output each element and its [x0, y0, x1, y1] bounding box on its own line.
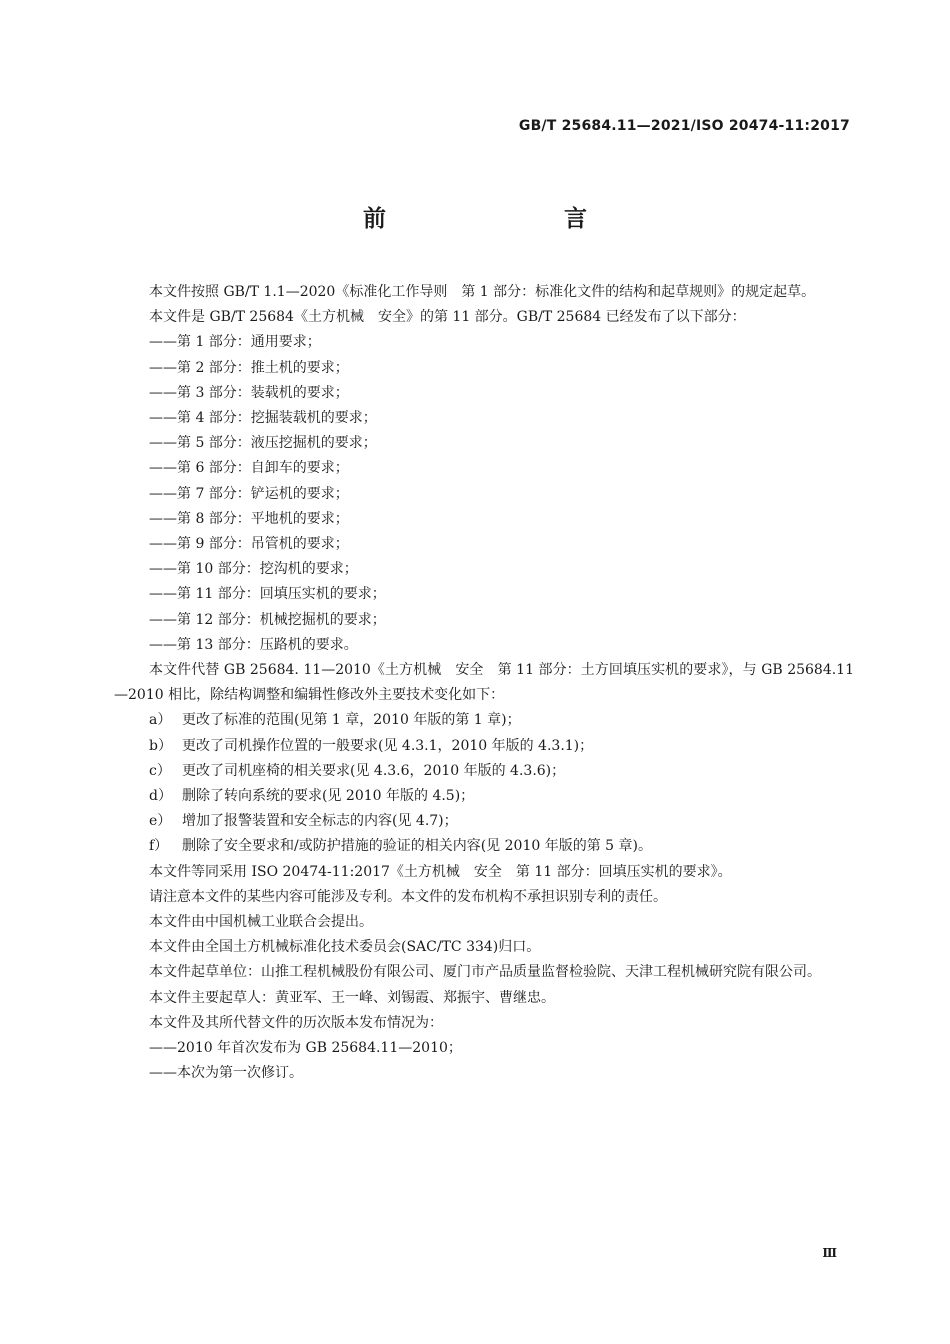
history-list [114, 1036, 854, 1086]
paragraph: 本文件及其所代替文件的历次版本发布情况为： [149, 1014, 443, 1031]
paragraph: 本文件主要起草人：黄亚军、王一峰、刘锡霞、郑振宇、曹继忠。 [149, 989, 555, 1006]
list-text: 删除了安全要求和/或防护措施的验证的相关内容(见 2010 年版的第 5 章)。 [182, 838, 652, 855]
list-item [114, 809, 854, 834]
paragraph: 本文件由全国土方机械标准化技术委员会(SAC/TC 334)归口。 [149, 939, 541, 956]
list-item: ——第 2 部分：推土机的要求； [149, 359, 349, 376]
list-label: e） [149, 813, 172, 830]
standard-code: GB/T 25684.11—2021/ISO 20474-11:2017 [518, 118, 850, 134]
list-item [114, 734, 854, 759]
list-item: ——第 7 部分：铲运机的要求； [149, 485, 349, 502]
list-item: ——第 3 部分：装载机的要求； [149, 384, 349, 401]
list-item: ——第 13 部分：压路机的要求。 [149, 636, 358, 653]
list-item: ——第 12 部分：机械挖掘机的要求； [149, 611, 386, 628]
paragraph: 本文件代替 GB 25684. 11—2010《土方机械 安全 第 11 部分：土方回填压实机的要求》，与 GB 25684.11—2010 相比，除结构调整和编辑性修改外主要技术变化如下： [114, 662, 854, 704]
list-item [114, 834, 854, 859]
list-item: ——第 9 部分：吊管机的要求； [149, 536, 349, 553]
list-text: 删除了转向系统的要求(见 2010 年版的 4.5)； [182, 788, 475, 805]
list-label: d） [149, 788, 172, 805]
list-label: c） [149, 762, 171, 779]
list-item [114, 784, 854, 809]
list-text: 增加了报警装置和安全标志的内容(见 4.7)； [182, 813, 458, 830]
list-item: ——第 8 部分：平地机的要求； [149, 510, 349, 527]
list-item: ——2010 年首次发布为 GB 25684.11—2010； [149, 1040, 462, 1057]
list-text: 更改了司机座椅的相关要求(见 4.3.6，2010 年版的 4.3.6)； [182, 762, 566, 779]
paragraph: 本文件等同采用 ISO 20474-11:2017《土方机械 安全 第 11 部分：回填压实机的要求》。 [149, 863, 732, 880]
list-item: ——第 10 部分：挖沟机的要求； [149, 561, 358, 578]
changes-list [114, 708, 854, 859]
paragraph: 请注意本文件的某些内容可能涉及专利。本文件的发布机构不承担识别专利的责任。 [149, 888, 667, 905]
list-item: ——第 5 部分：液压挖掘机的要求； [149, 435, 377, 452]
paragraph: 本文件由中国机械工业联合会提出。 [149, 914, 373, 931]
list-item: ——第 11 部分：回填压实机的要求； [149, 586, 386, 603]
list-item: ——本次为第一次修订。 [149, 1065, 303, 1082]
list-item: ——第 4 部分：挖掘装载机的要求； [149, 410, 377, 427]
parts-list [114, 330, 854, 658]
list-item: ——第 6 部分：自卸车的要求； [149, 460, 349, 477]
list-text: 更改了标准的范围(见第 1 章，2010 年版的第 1 章)； [182, 712, 521, 729]
page-title: 前 言 [363, 206, 631, 232]
list-label: a） [149, 712, 172, 729]
paragraph: 本文件按照 GB/T 1.1—2020《标准化工作导则 第 1 部分：标准化文件的结构和起草规则》的规定起草。 [149, 284, 816, 300]
list-item: ——第 1 部分：通用要求； [149, 334, 321, 351]
list-item [114, 708, 854, 733]
list-label: b） [149, 737, 172, 754]
foreword-body [114, 280, 854, 1087]
paragraph: 本文件是 GB/T 25684《土方机械 安全》的第 11 部分。GB/T 25684 已经发布了以下部分： [149, 309, 746, 326]
list-item [114, 759, 854, 784]
paragraph: 本文件起草单位：山推工程机械股份有限公司、厦门市产品质量监督检验院、天津工程机械研究院有限公司。 [149, 964, 821, 981]
list-label: f） [149, 838, 169, 855]
page-number: Ⅲ [822, 1246, 837, 1260]
list-text: 更改了司机操作位置的一般要求(见 4.3.1，2010 年版的 4.3.1)； [182, 737, 594, 754]
